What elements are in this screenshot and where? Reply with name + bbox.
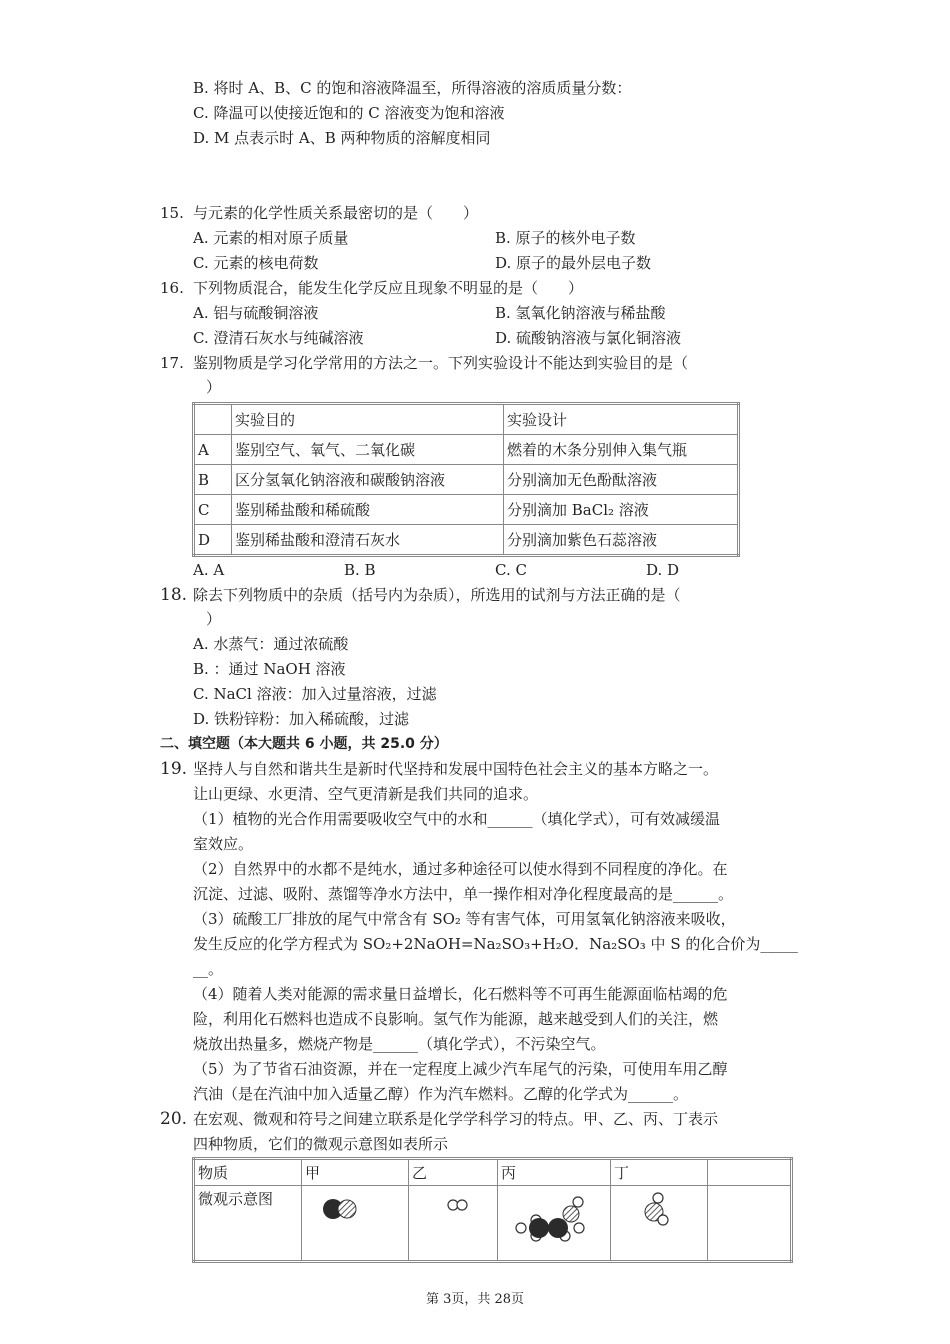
table-cell: [302, 1186, 409, 1262]
molecule-ding-icon: [614, 1188, 694, 1238]
q14-option-b: B. 将时 A、B、C 的饱和溶液降温至，所得溶液的溶质质量分数：: [193, 79, 632, 97]
q16-number: 16.: [160, 279, 184, 297]
q20-table: [192, 1157, 793, 1263]
section-heading: 二、填空题（本大题共 6 小题，共 25.0 分）: [160, 736, 448, 752]
table-cell: C: [194, 495, 232, 525]
q15-stem: 与元素的化学性质关系最密切的是（ ）: [193, 204, 479, 222]
q17-stem-end: ）: [206, 378, 222, 396]
q17-stem: 鉴别物质是学习化学常用的方法之一。下列实验设计不能达到实验目的是（: [193, 354, 689, 372]
table-header-row: [194, 404, 739, 435]
table-header-cell: 丁: [611, 1159, 708, 1186]
molecule-yi-icon: [412, 1188, 482, 1228]
q19-part3-a: （3）硫酸工厂排放的尾气中常含有 SO₂ 等有害气体，可用氢氧化钠溶液来吸收，: [193, 910, 736, 928]
q17-option-b: B. B: [344, 561, 376, 579]
q17-table: [192, 402, 740, 557]
molecule-jia-icon: [305, 1188, 375, 1228]
q19-part1-b: 室效应。: [193, 835, 254, 853]
q15-option-a: A. 元素的相对原子质量: [193, 229, 349, 247]
table-header-row: [194, 1159, 792, 1186]
q19-number: 19.: [160, 759, 188, 779]
table-header-cell: 实验设计: [504, 404, 739, 435]
table-cell: A: [194, 435, 232, 465]
q19-line-2: 让山更绿、水更清、空气更清新是我们共同的追求。: [193, 785, 539, 803]
q18-stem: 除去下列物质中的杂质（括号内为杂质），所选用的试剂与方法正确的是（: [193, 586, 681, 604]
table-row: [194, 1186, 792, 1262]
q20-number: 20.: [160, 1109, 188, 1129]
table-cell: [194, 404, 232, 435]
table-cell: 分别滴加紫色石蕊溶液: [504, 525, 739, 556]
table-row: [194, 525, 739, 556]
q19-part3-c: __。: [193, 960, 224, 978]
table-cell: [498, 1186, 611, 1262]
q15-option-d: D. 原子的最外层电子数: [495, 254, 652, 272]
q19-part4-c: 烧放出热量多，燃烧产物是______（填化学式），不污染空气。: [193, 1035, 606, 1053]
table-header-cell: 物质: [194, 1159, 302, 1186]
table-cell: 鉴别稀盐酸和稀硫酸: [232, 495, 504, 525]
q20-line-2: 四种物质，它们的微观示意图如表所示: [193, 1135, 449, 1153]
q18-option-a: A. 水蒸气：通过浓硫酸: [193, 635, 349, 653]
table-cell: 区分氢氧化钠溶液和碳酸钠溶液: [232, 465, 504, 495]
q19-part5-b: 汽油（是在汽油中加入适量乙醇）作为汽车燃料。乙醇的化学式为______。: [193, 1085, 689, 1103]
table-cell: 鉴别稀盐酸和澄清石灰水: [232, 525, 504, 556]
table-header-cell: 实验目的: [232, 404, 504, 435]
table-cell: D: [194, 525, 232, 556]
q17-option-a: A. A: [193, 561, 225, 579]
table-header-cell: [708, 1159, 792, 1186]
table-cell: 鉴别空气、氧气、二氧化碳: [232, 435, 504, 465]
page-footer: 第 3页，共 28页: [425, 1292, 525, 1307]
q16-stem: 下列物质混合，能发生化学反应且现象不明显的是（ ）: [193, 279, 584, 297]
q16-option-c: C. 澄清石灰水与纯碱溶液: [193, 329, 364, 347]
table-header-cell: 丙: [498, 1159, 611, 1186]
q14-option-c: C. 降温可以使接近饱和的 C 溶液变为饱和溶液: [193, 104, 505, 122]
q16-option-a: A. 铝与硫酸铜溶液: [193, 304, 319, 322]
q15-option-b: B. 原子的核外电子数: [495, 229, 636, 247]
table-header-cell: 甲: [302, 1159, 409, 1186]
q15-number: 15.: [160, 204, 184, 222]
q16-option-b: B. 氢氧化钠溶液与稀盐酸: [495, 304, 666, 322]
table-row: [194, 435, 739, 465]
q19-part2-a: （2）自然界中的水都不是纯水，通过多种途径可以使水得到不同程度的净化。在: [193, 860, 728, 878]
q20-line-1: 在宏观、微观和符号之间建立联系是化学学科学习的特点。甲、乙、丙、丁表示: [193, 1110, 719, 1128]
table-cell: 分别滴加 BaCl₂ 溶液: [504, 495, 739, 525]
q19-part4-b: 险，利用化石燃料也造成不良影响。氢气作为能源，越来越受到人们的关注，燃: [193, 1010, 719, 1028]
table-cell: [409, 1186, 498, 1262]
table-cell: 微观示意图: [194, 1186, 302, 1262]
table-cell: 燃着的木条分别伸入集气瓶: [504, 435, 739, 465]
q18-option-d: D. 铁粉锌粉：加入稀硫酸，过滤: [193, 710, 410, 728]
q19-part4-a: （4）随着人类对能源的需求量日益增长，化石燃料等不可再生能源面临枯竭的危: [193, 985, 728, 1003]
q18-number: 18.: [160, 585, 188, 605]
table-cell: [611, 1186, 708, 1262]
table-cell: 分别滴加无色酚酞溶液: [504, 465, 739, 495]
q16-option-d: D. 硫酸钠溶液与氯化铜溶液: [495, 329, 682, 347]
table-cell: B: [194, 465, 232, 495]
q15-option-c: C. 元素的核电荷数: [193, 254, 319, 272]
table-cell: [708, 1186, 792, 1262]
molecule-bing-icon: [501, 1188, 601, 1250]
q14-option-d: D. M 点表示时 A、B 两种物质的溶解度相同: [193, 129, 491, 147]
q17-option-c: C. C: [495, 561, 527, 579]
q19-part2-b: 沉淀、过滤、吸附、蒸馏等净水方法中，单一操作相对净化程度最高的是______。: [193, 885, 734, 903]
q17-option-d: D. D: [646, 561, 680, 579]
q19-part1-a: （1）植物的光合作用需要吸收空气中的水和______（填化学式），可有效减缓温: [193, 810, 721, 828]
q19-line-1: 坚持人与自然和谐共生是新时代坚持和发展中国特色社会主义的基本方略之一。: [193, 760, 719, 778]
q18-option-b: B. ：通过 NaOH 溶液: [193, 660, 346, 678]
q18-option-c: C. NaCl 溶液：加入过量溶液，过滤: [193, 685, 437, 703]
table-row: [194, 465, 739, 495]
q17-number: 17.: [160, 354, 184, 372]
q19-part5-a: （5）为了节省石油资源，并在一定程度上减少汽车尾气的污染，可使用车用乙醇: [193, 1060, 728, 1078]
q19-part3-b: 发生反应的化学方程式为 SO₂+2NaOH=Na₂SO₃+H₂O．Na₂SO₃ 中 S 的化合价为_____: [193, 935, 798, 953]
q18-stem-end: ）: [206, 610, 222, 628]
table-header-cell: 乙: [409, 1159, 498, 1186]
table-row: [194, 495, 739, 525]
